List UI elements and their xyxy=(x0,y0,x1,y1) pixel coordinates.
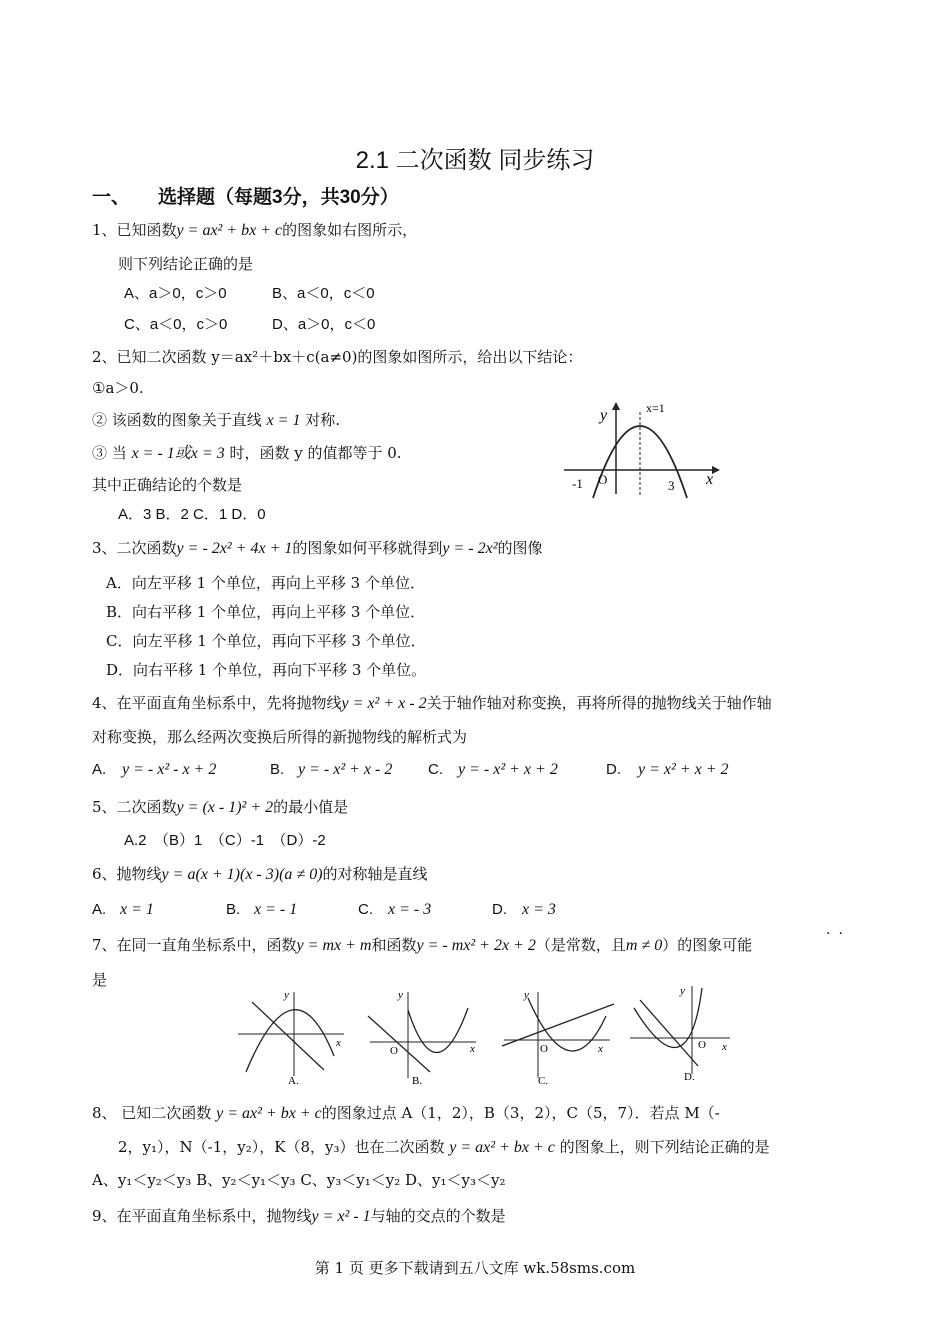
q4-formula: y = x² + x - 2 xyxy=(341,695,427,712)
section-number: 一、 xyxy=(92,187,131,208)
q1-line2: 则下列结论正确的是 xyxy=(118,255,254,273)
q7-graph-d xyxy=(626,980,736,1088)
q6-formula: y = a(x + 1)(x - 3)(a ≠ 0) xyxy=(161,866,323,883)
q8-formula: y = ax² + bx + c xyxy=(216,1105,322,1122)
q7b-x-label: x xyxy=(470,1043,475,1055)
q2-c2-formula: x = 1 xyxy=(266,412,301,429)
q7a-x-label: x xyxy=(336,1037,341,1049)
q4-option-a: y = - x² - x + 2 xyxy=(122,761,217,778)
q2-conclusion-1: ①a＞0. xyxy=(92,379,144,397)
q7b-origin: O xyxy=(390,1045,398,1057)
q7a-label: A. xyxy=(288,1075,299,1087)
q5-formula: y = (x - 1)² + 2 xyxy=(176,799,274,816)
q2-neg-one-label: -1 xyxy=(572,476,583,491)
page-footer: 第 1 页 更多下载请到五八文库 wk.58sms.com xyxy=(314,1259,636,1277)
q4-option-c: y = - x² + x + 2 xyxy=(458,761,558,778)
q1-stem xyxy=(92,220,417,241)
q2-conclusion-2 xyxy=(92,410,340,431)
q7-stem xyxy=(92,935,752,956)
q7-graph-b xyxy=(364,986,484,1090)
q6-prefix: 6、抛物线 xyxy=(92,865,162,883)
q4-label-d: D. xyxy=(606,761,621,778)
q7b-parabola xyxy=(408,1008,468,1053)
q2-c2-prefix: ② 该函数的图象关于直线 xyxy=(92,411,262,429)
q7d-line xyxy=(640,1000,698,1066)
q8-line2-prefix: 2，y₁），N（-1，y₂），K（8，y₃）也在二次函数 xyxy=(118,1138,445,1156)
q4-label-c: C. xyxy=(428,761,443,778)
q4-line2: 对称变换，那么经两次变换后所得的新抛物线的解析式为 xyxy=(92,728,468,746)
q7b-line xyxy=(368,1016,430,1072)
q3-middle: 的图象如何平移就得到 xyxy=(292,539,443,557)
q4-label-b: B. xyxy=(270,761,285,778)
q7b-label: B. xyxy=(412,1075,423,1087)
q8-prefix: 8、 已知二次函数 xyxy=(92,1104,212,1122)
q3-stem xyxy=(92,538,543,559)
q7c-y-label: y xyxy=(524,989,529,1001)
q7-emphasis-dots: ·· xyxy=(826,926,851,942)
q2-stem: 2、已知二次函数 y＝ax²＋bx＋c(a≠0)的图象如图所示，给出以下结论： xyxy=(92,348,583,366)
q7-emphasis: 可能 xyxy=(722,936,753,954)
q7d-label: D. xyxy=(684,1071,695,1083)
q3-formula-2: y = - 2x² xyxy=(442,540,498,557)
q2-x-arrow xyxy=(712,466,720,474)
q6-option-b: x = - 1 xyxy=(254,901,298,918)
q6-stem xyxy=(92,864,428,885)
q3-formula-1: y = - 2x² + 4x + 1 xyxy=(176,540,293,557)
q7d-y-label: y xyxy=(680,985,685,997)
q4-label-a: A. xyxy=(92,761,107,778)
q7-suffix-b: ）的图象 xyxy=(662,936,723,954)
q5-suffix: 的最小值是 xyxy=(273,798,349,816)
q5-stem xyxy=(92,797,348,818)
q4-stem xyxy=(92,693,772,714)
q3-option-c: C．向左平移 1 个单位，再向下平移 3 个单位． xyxy=(106,632,426,650)
q7-graph-c xyxy=(498,986,622,1090)
q7-line2: 是 xyxy=(92,971,108,989)
q9-stem xyxy=(92,1206,506,1227)
q1-option-b: B、a＜0，c＜0 xyxy=(272,285,375,302)
q7a-parabola xyxy=(246,1010,334,1072)
q3-option-b: B．向右平移 1 个单位，再向上平移 3 个单位． xyxy=(106,603,426,621)
q9-formula: y = x² - 1 xyxy=(311,1208,371,1225)
q1-option-c: C、a＜0，c＞0 xyxy=(124,316,228,333)
q3-suffix: 的图像 xyxy=(497,539,543,557)
q8-stem xyxy=(92,1103,720,1124)
q7-graph-a xyxy=(232,986,352,1090)
q1-suffix: 的图象如右图所示， xyxy=(282,221,418,239)
q6-option-a: x = 1 xyxy=(120,901,154,918)
q2-parabola-graph xyxy=(560,398,725,500)
q8-line2-suffix: 的图象上，则下列结论正确的是 xyxy=(559,1138,770,1156)
q5-options: A.2 （B）1 （C）-1 （D）-2 xyxy=(124,832,326,849)
q7-middle: 和函数 xyxy=(371,936,417,954)
q2-axis-label: x=1 xyxy=(646,401,665,415)
q4-suffix: 关于轴作轴对称变换，再将所得的抛物线关于轴作轴 xyxy=(426,694,772,712)
q3-prefix: 3、二次函数 xyxy=(92,539,177,557)
q9-prefix: 9、在平面直角坐标系中，抛物线 xyxy=(92,1207,312,1225)
q7a-line xyxy=(252,1002,324,1070)
q6-option-c: x = - 3 xyxy=(388,901,432,918)
q2-origin-label: O xyxy=(598,472,608,487)
page-title: 2.1 二次函数 同步练习 xyxy=(355,147,595,174)
q2-y-arrow xyxy=(612,402,620,410)
q7c-origin: O xyxy=(540,1043,548,1055)
section-heading: 选择题（每题3分，共30分） xyxy=(158,187,399,208)
q7b-y-label: y xyxy=(398,989,403,1001)
q7-formula-3: m ≠ 0 xyxy=(625,937,663,954)
q7-suffix-a: （是常数，且 xyxy=(535,936,626,954)
q4-option-d: y = x² + x + 2 xyxy=(638,761,729,778)
q2-c3-formula: x = - 1或x = 3 xyxy=(131,445,225,462)
q7-formula-1: y = mx + m xyxy=(296,937,372,954)
q1-option-d: D、a＞0，c＜0 xyxy=(272,316,376,333)
q2-c2-suffix: 对称. xyxy=(305,411,341,429)
q2-c3-suffix: 时，函数 y 的值都等于 0. xyxy=(229,444,402,462)
q9-suffix: 与轴的交点的个数是 xyxy=(370,1207,506,1225)
q2-question: 其中正确结论的个数是 xyxy=(92,476,243,494)
q6-label-c: C. xyxy=(358,901,373,918)
q6-label-a: A. xyxy=(92,901,107,918)
q1-option-a: A、a＞0，c＞0 xyxy=(124,285,227,302)
q7c-x-label: x xyxy=(598,1043,603,1055)
q7-prefix: 7、在同一直角坐标系中，函数 xyxy=(92,936,297,954)
q2-y-label: y xyxy=(600,407,608,424)
q6-label-b: B. xyxy=(226,901,241,918)
q6-suffix: 的对称轴是直线 xyxy=(322,865,428,883)
q4-prefix: 4、在平面直角坐标系中，先将抛物线 xyxy=(92,694,342,712)
q8-line2-formula: y = ax² + bx + c xyxy=(449,1139,555,1156)
q6-option-d: x = 3 xyxy=(522,901,556,918)
q2-c3-prefix: ③ 当 xyxy=(92,444,127,462)
q3-option-a: A．向左平移 1 个单位，再向上平移 3 个单位． xyxy=(106,574,425,592)
q7a-y-label: y xyxy=(284,989,289,1001)
q2-x-label: x xyxy=(706,471,714,488)
q1-formula: y = ax² + bx + c xyxy=(176,222,283,239)
q2-three-label: 3 xyxy=(668,478,675,493)
q5-prefix: 5、二次函数 xyxy=(92,798,177,816)
q3-option-d: D．向右平移 1 个单位，再向下平移 3 个单位。 xyxy=(106,661,427,679)
q4-option-b: y = - x² + x - 2 xyxy=(298,761,393,778)
q6-label-d: D. xyxy=(492,901,507,918)
q7d-x-label: x xyxy=(722,1041,727,1053)
q1-prefix: 1、已知函数 xyxy=(92,221,177,239)
q2-options: A．3 B．2 C．1 D．0 xyxy=(118,506,266,523)
q2-conclusion-3 xyxy=(92,443,402,464)
q7d-origin: O xyxy=(698,1039,706,1051)
q8-line2 xyxy=(118,1137,770,1158)
q7c-label: C. xyxy=(538,1075,549,1087)
q7-formula-2: y = - mx² + 2x + 2 xyxy=(416,937,536,954)
q8-options: A、y₁＜y₂＜y₃ B、y₂＜y₁＜y₃ C、y₃＜y₁＜y₂ D、y₁＜y₃＜y₂ xyxy=(92,1171,506,1189)
q8-suffix: 的图象过点 A（1，2），B（3，2），C（5，7）．若点 M（- xyxy=(321,1104,720,1122)
